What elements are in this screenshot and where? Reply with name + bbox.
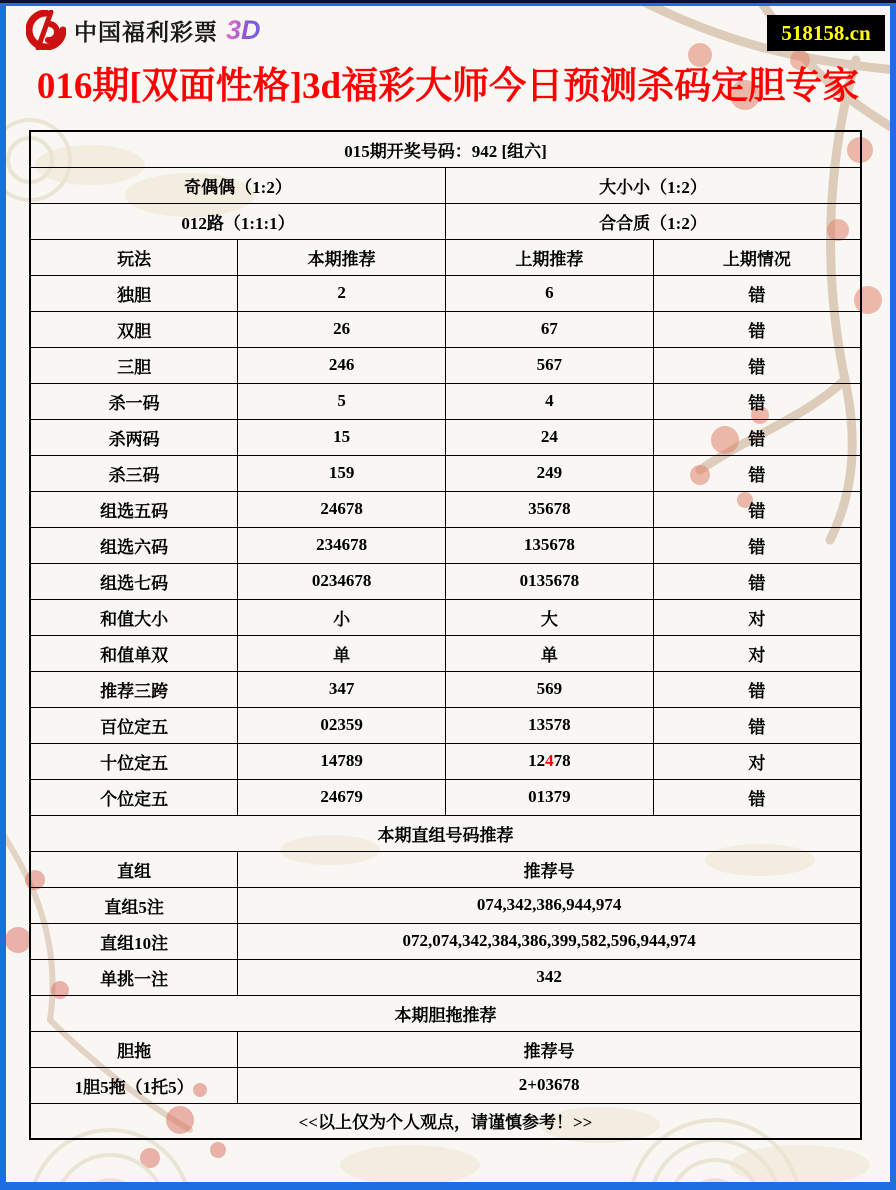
- table-row: [30, 887, 861, 923]
- table-row: [30, 779, 861, 815]
- table-row: [30, 743, 861, 779]
- prediction-table: [29, 130, 862, 1140]
- section-title-row: [30, 815, 861, 851]
- previous-result-cell: 错: [653, 527, 861, 563]
- summary-cell: 合合质（1:2）: [446, 203, 862, 239]
- previous-recommendation-cell: [446, 743, 654, 779]
- table-row: [30, 347, 861, 383]
- previous-result-cell: 错: [653, 275, 861, 311]
- play-name-cell: 组选五码: [30, 491, 238, 527]
- play-name-cell: 杀一码: [30, 383, 238, 419]
- play-name-cell: 百位定五: [30, 707, 238, 743]
- play-name-cell: 杀三码: [30, 455, 238, 491]
- play-name-cell: 单挑一注: [30, 959, 238, 995]
- column-header-cell: 上期情况: [653, 239, 861, 275]
- previous-recommendation-cell: 6: [446, 275, 654, 311]
- logo-3d-label: 3D: [226, 14, 261, 45]
- previous-recommendation-cell: 567: [446, 347, 654, 383]
- previous-recommendation-cell: 67: [446, 311, 654, 347]
- current-recommendation-cell: 246: [238, 347, 446, 383]
- column-header-row: [30, 1031, 861, 1067]
- table-row: [30, 671, 861, 707]
- section-title-row: [30, 995, 861, 1031]
- column-header-cell: 直组: [30, 851, 238, 887]
- table-row: [30, 959, 861, 995]
- current-recommendation-cell: 单: [238, 635, 446, 671]
- table-row: [30, 635, 861, 671]
- current-recommendation-cell: 02359: [238, 707, 446, 743]
- play-name-cell: 三胆: [30, 347, 238, 383]
- play-name-cell: 十位定五: [30, 743, 238, 779]
- table-row: [30, 527, 861, 563]
- table-row: [30, 923, 861, 959]
- recommendation-numbers-cell: 2+03678: [238, 1067, 861, 1103]
- value-segment: 78: [553, 751, 571, 770]
- column-header-row: [30, 851, 861, 887]
- previous-result-cell: 错: [653, 383, 861, 419]
- previous-result-cell: 错: [653, 419, 861, 455]
- summary-cell: 大小小（1:2）: [446, 167, 862, 203]
- previous-result-cell: 对: [653, 743, 861, 779]
- current-recommendation-cell: 24679: [238, 779, 446, 815]
- current-recommendation-cell: 26: [238, 311, 446, 347]
- previous-recommendation-cell: 35678: [446, 491, 654, 527]
- site-logo: [26, 10, 896, 50]
- previous-recommendation-cell: 249: [446, 455, 654, 491]
- previous-result-cell: 错: [653, 491, 861, 527]
- play-name-cell: 1胆5拖（1托5）: [30, 1067, 238, 1103]
- previous-recommendation-cell: 大: [446, 599, 654, 635]
- current-recommendation-cell: 234678: [238, 527, 446, 563]
- table-row: [30, 275, 861, 311]
- play-name-cell: 组选六码: [30, 527, 238, 563]
- footer-row: [30, 1103, 861, 1139]
- draw-result-cell: 015期开奖号码：942 [组六]: [30, 131, 861, 167]
- play-name-cell: 和值单双: [30, 635, 238, 671]
- play-name-cell: 个位定五: [30, 779, 238, 815]
- table-row: [30, 1067, 861, 1103]
- value-segment: 12: [528, 751, 546, 770]
- play-name-cell: 和值大小: [30, 599, 238, 635]
- previous-result-cell: 错: [653, 563, 861, 599]
- play-name-cell: 组选七码: [30, 563, 238, 599]
- table-row: [30, 707, 861, 743]
- summary-row: [30, 203, 861, 239]
- recommendation-numbers-cell: 074,342,386,944,974: [238, 887, 861, 923]
- footer-note-cell: <<以上仅为个人观点，请谨慎参考！>>: [30, 1103, 861, 1139]
- column-header-cell: 推荐号: [238, 851, 861, 887]
- logo-text: 中国福利彩票: [74, 18, 218, 45]
- recommendation-numbers-cell: 342: [238, 959, 861, 995]
- column-header-cell: 玩法: [30, 239, 238, 275]
- previous-result-cell: 对: [653, 599, 861, 635]
- value-segment-red: 4: [545, 751, 554, 770]
- previous-recommendation-cell: 4: [446, 383, 654, 419]
- play-name-cell: 直组10注: [30, 923, 238, 959]
- table-row: [30, 419, 861, 455]
- section-title-cell: 本期胆拖推荐: [30, 995, 861, 1031]
- play-name-cell: 双胆: [30, 311, 238, 347]
- previous-recommendation-cell: 01379: [446, 779, 654, 815]
- current-recommendation-cell: 5: [238, 383, 446, 419]
- page-title: 016期[双面性格]3d福彩大师今日预测杀码定胆专家: [36, 66, 860, 107]
- table-row: [30, 455, 861, 491]
- play-name-cell: 推荐三跨: [30, 671, 238, 707]
- table-row: [30, 563, 861, 599]
- previous-recommendation-cell: 0135678: [446, 563, 654, 599]
- current-recommendation-cell: 小: [238, 599, 446, 635]
- previous-recommendation-cell: 135678: [446, 527, 654, 563]
- current-recommendation-cell: 14789: [238, 743, 446, 779]
- previous-result-cell: 错: [653, 311, 861, 347]
- china-welfare-lottery-logo-icon: [26, 10, 66, 50]
- previous-result-cell: 对: [653, 635, 861, 671]
- play-name-cell: 直组5注: [30, 887, 238, 923]
- site-domain-badge[interactable]: 518158.cn: [767, 15, 885, 51]
- table-row: [30, 491, 861, 527]
- play-name-cell: 杀两码: [30, 419, 238, 455]
- play-name-cell: 独胆: [30, 275, 238, 311]
- previous-recommendation-cell: 单: [446, 635, 654, 671]
- summary-cell: 奇偶偶（1:2）: [30, 167, 446, 203]
- current-recommendation-cell: 15: [238, 419, 446, 455]
- draw-result-row: [30, 131, 861, 167]
- top-accent-line: [0, 0, 896, 3]
- current-recommendation-cell: 24678: [238, 491, 446, 527]
- previous-recommendation-cell: 569: [446, 671, 654, 707]
- summary-row: [30, 167, 861, 203]
- current-recommendation-cell: 0234678: [238, 563, 446, 599]
- current-recommendation-cell: 2: [238, 275, 446, 311]
- summary-cell: 012路（1:1:1）: [30, 203, 446, 239]
- column-header-cell: 推荐号: [238, 1031, 861, 1067]
- table-row: [30, 383, 861, 419]
- previous-result-cell: 错: [653, 671, 861, 707]
- recommendation-numbers-cell: 072,074,342,384,386,399,582,596,944,974: [238, 923, 861, 959]
- previous-result-cell: 错: [653, 347, 861, 383]
- previous-result-cell: 错: [653, 779, 861, 815]
- column-header-cell: 上期推荐: [446, 239, 654, 275]
- column-header-row: [30, 239, 861, 275]
- previous-recommendation-cell: 13578: [446, 707, 654, 743]
- table-row: [30, 599, 861, 635]
- table-row: [30, 311, 861, 347]
- site-header: [0, 0, 896, 52]
- current-recommendation-cell: 159: [238, 455, 446, 491]
- current-recommendation-cell: 347: [238, 671, 446, 707]
- column-header-cell: 本期推荐: [238, 239, 446, 275]
- previous-recommendation-cell: 24: [446, 419, 654, 455]
- section-title-cell: 本期直组号码推荐: [30, 815, 861, 851]
- column-header-cell: 胆拖: [30, 1031, 238, 1067]
- previous-result-cell: 错: [653, 707, 861, 743]
- previous-result-cell: 错: [653, 455, 861, 491]
